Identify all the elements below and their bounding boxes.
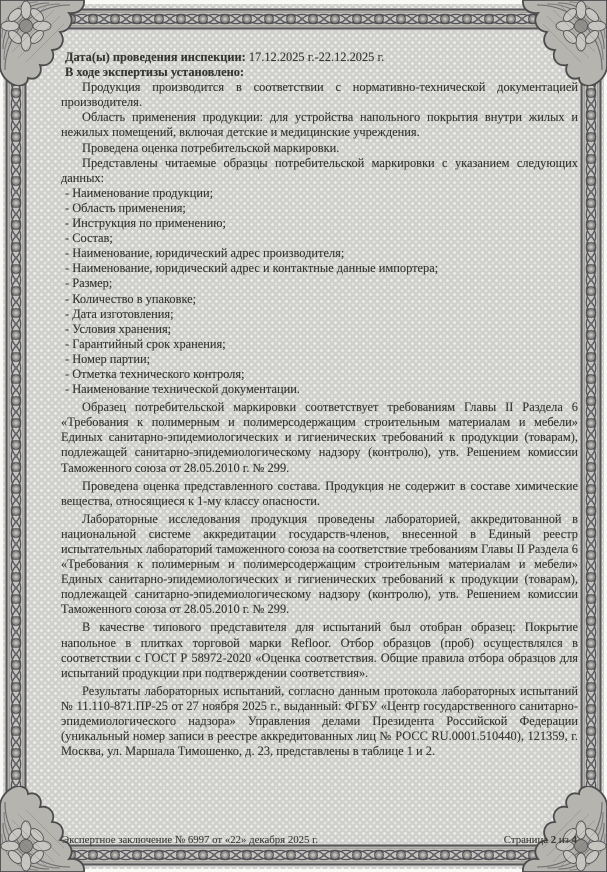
marking-data-item: - Дата изготовления; (65, 306, 174, 321)
marking-data-item: - Условия хранения; (65, 321, 172, 336)
marking-data-item: - Наименование технической документации. (65, 382, 300, 397)
corner-ornament-bottom-right (521, 786, 607, 872)
paragraph: Образец потребительской маркировки соответствует требованиям Главы II Раздела 6 «Требования к полимерным и полимерсодержащим строительным материалам и мебели» Единых санитарно-эпидемиологических и гигиенических требований к продукции (товарам), подлежащей санитарно-эпидемиологическому надзору (контролю), утв. Решением комиссии Таможенного союза от 28.05.2010 г. № 299. (61, 400, 578, 475)
marking-data-item: - Гарантийный срок хранения; (65, 336, 226, 351)
marking-data-item: - Наименование продукции; (65, 185, 214, 200)
border-chain-bottom (16, 844, 591, 866)
inspection-dates-label: Дата(ы) проведения инспекции: (65, 50, 246, 64)
inspection-dates-value: 17.12.2025 г.-22.12.2025 г. (245, 50, 385, 64)
marking-data-list (61, 186, 578, 397)
paragraph: Результаты лабораторных испытаний, согласно данным протокола лабораторных испытаний № 11.110-871.ПР-25 от 27 ноября 2025 г., выданный: ФГБУ «Центр государственного санитарно-эпидемиологического надзора» Управления делами Президента Российской Федерации (уникальный номер записи в реестре аккредитованных лиц № РОСС RU.0001.510440), 121359, г. Москва, ул. Маршала Тимошенко, д. 23, представлены в таблице 1 и 2. (61, 683, 578, 759)
expertise-heading: В ходе экспертизы установлено: (65, 65, 245, 80)
intro-paragraphs (61, 80, 578, 186)
paragraph: Область применения продукции: для устройства напольного покрытия внутри жилых и нежилых помещений, включая детские и медицинские учреждения. (61, 110, 578, 140)
paragraph: Продукция производится в соответствии с нормативно-технической документацией производителя. (61, 80, 578, 110)
border-chain-right (580, 16, 602, 858)
paragraph: Проведена оценка представленного состава. Продукция не содержит в составе химические вещества, относящиеся к 1-му классу опасности. (61, 478, 578, 508)
marking-data-item: - Номер партии; (65, 351, 151, 366)
footer-page-total: 4 (571, 834, 577, 846)
marking-data-item: - Наименование, юридический адрес и контактные данные импортера; (65, 261, 439, 276)
marking-data-item: - Область применения; (65, 200, 186, 215)
marking-data-item: - Инструкция по применению; (65, 216, 226, 231)
corner-ornament-bottom-left (0, 786, 86, 872)
border-chain-left (5, 16, 27, 858)
inspection-dates-line (61, 50, 578, 65)
footer-document-ref: Экспертное заключение № 6997 от «22» декабря 2025 г. (62, 834, 319, 846)
border-chain-top (16, 8, 591, 30)
marking-data-item: - Количество в упаковке; (65, 291, 197, 306)
footer-page-word: Страница (503, 834, 549, 846)
marking-data-item: - Состав; (65, 231, 113, 246)
body-paragraphs (61, 400, 578, 759)
marking-data-item: - Наименование, юридический адрес производителя; (65, 246, 345, 261)
footer-page-current: 2 (550, 834, 557, 846)
paragraph: Представлены читаемые образцы потребительской маркировки с указанием следующих данных: (61, 155, 578, 185)
marking-data-item: - Отметка технического контроля; (65, 366, 245, 381)
footer-page-of: из (558, 834, 569, 846)
footer-page-indicator (504, 834, 577, 846)
paragraph: Проведена оценка потребительской маркировки. (82, 140, 340, 155)
paragraph: В качестве типового представителя для испытаний был отобран образец: Покрытие напольное в плитках торговой марки Refloor. Отбор образцов (проб) осуществлялся в соответствии с ГОСТ Р 58972-2020 «Оценка соответствия. Общие правила отбора образцов для испытаний продукции при подтверждении соответствия». (61, 620, 578, 680)
page-footer (62, 834, 577, 846)
paragraph: Лабораторные исследования продукция проведены лабораторией, аккредитованной в национальной системе аккредитации государств-членов, внесенной в Единый реестр испытательных лабораторий таможенного союза на соответствие требованиям Главы II Раздела 6 «Требования к полимерным и полимерсодержащим строительным материалам и мебели» Единых санитарно-эпидемиологических и гигиенических требований к продукции (товарам), подлежащей санитарно-эпидемиологическому надзору (контролю), утв. Решением комиссии Таможенного союза от 28.05.2010 г. № 299. (61, 511, 578, 617)
document-body (61, 50, 578, 759)
marking-data-item: - Размер; (65, 276, 113, 291)
